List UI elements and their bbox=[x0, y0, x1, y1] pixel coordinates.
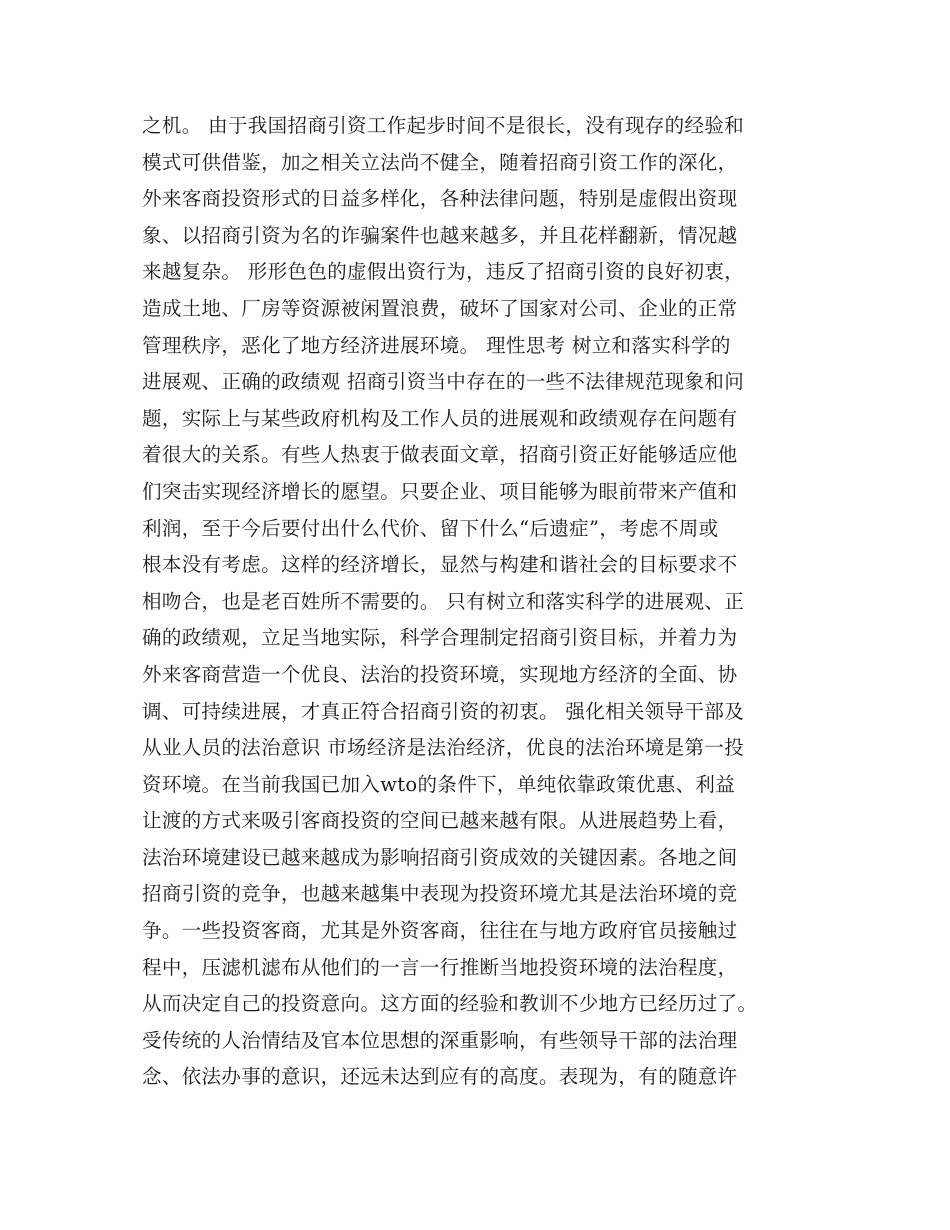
text-line: 们突击实现经济增长的愿望。只要企业、项目能够为眼前带来产值和 bbox=[142, 479, 738, 503]
text-line: 模式可供借鉴，加之相关立法尚不健全，随着招商引资工作的深化， bbox=[142, 150, 738, 174]
text-line: 造成土地、厂房等资源被闲置浪费，破坏了国家对公司、企业的正常 bbox=[142, 296, 738, 320]
text-line: 资环境。在当前我国已加入wto的条件下，单纯依靠政策优惠、利益 bbox=[142, 772, 736, 796]
text-line: 法治环境建设已越来越成为影响招商引资成效的关键因素。各地之间 bbox=[142, 845, 738, 869]
text-line: 外来客商投资形式的日益多样化，各种法律问题，特别是虚假出资现 bbox=[142, 187, 738, 211]
text-line: 程中，压滤机滤布从他们的一言一行推断当地投资环境的法治程度， bbox=[142, 955, 738, 979]
text-line: 受传统的人治情结及官本位思想的深重影响，有些领导干部的法治理 bbox=[142, 1028, 738, 1052]
text-line: 确的政绩观，立足当地实际，科学合理制定招商引资目标，并着力为 bbox=[142, 626, 738, 650]
body-text bbox=[142, 108, 822, 1096]
text-line: 争。一些投资客商，尤其是外资客商，往往在与地方政府官员接触过 bbox=[142, 919, 738, 943]
text-line: 让渡的方式来吸引客商投资的空间已越来越有限。从进展趋势上看， bbox=[142, 809, 738, 833]
text-line: 之机。 由于我国招商引资工作起步时间不是很长，没有现存的经验和 bbox=[142, 114, 745, 137]
text-line: 进展观、正确的政绩观 招商引资当中存在的一些不法律规范现象和问 bbox=[142, 370, 745, 394]
text-line: 象、以招商引资为名的诈骗案件也越来越多，并且花样翻新，情况越 bbox=[142, 223, 738, 247]
text-line: 从业人员的法治意识 市场经济是法治经济，优良的法治环境是第一投 bbox=[142, 736, 745, 760]
text-line: 根本没有考虑。这样的经济增长，显然与构建和谐社会的目标要求不 bbox=[142, 553, 738, 577]
text-line: 利润，至于今后要付出什么代价、留下什么“后遗症”，考虑不周或 bbox=[142, 516, 719, 540]
text-line: 题，实际上与某些政府机构及工作人员的进展观和政绩观存在问题有 bbox=[142, 406, 738, 430]
text-line: 管理秩序，恶化了地方经济进展环境。 理性思考 树立和落实科学的 bbox=[142, 333, 731, 357]
text-line: 调、可持续进展，才真正符合招商引资的初衷。 强化相关领导干部及 bbox=[142, 699, 745, 723]
text-line: 相吻合，也是老百姓所不需要的。 只有树立和落实科学的进展观、正 bbox=[142, 589, 745, 613]
text-line: 着很大的关系。有些人热衷于做表面文章，招商引资正好能够适应他 bbox=[142, 443, 738, 467]
text-line: 招商引资的竞争，也越来越集中表现为投资环境尤其是法治环境的竞 bbox=[142, 882, 738, 906]
text-line: 念、依法办事的意识，还远未达到应有的高度。表现为，有的随意许 bbox=[142, 1065, 738, 1089]
text-line: 来越复杂。 形形色色的虚假出资行为，违反了招商引资的良好初衷， bbox=[142, 260, 745, 284]
text-line: 外来客商营造一个优良、法治的投资环境，实现地方经济的全面、协 bbox=[142, 662, 738, 686]
text-line: 从而决定自己的投资意向。这方面的经验和教训不少地方已经历过了。 bbox=[142, 992, 758, 1016]
